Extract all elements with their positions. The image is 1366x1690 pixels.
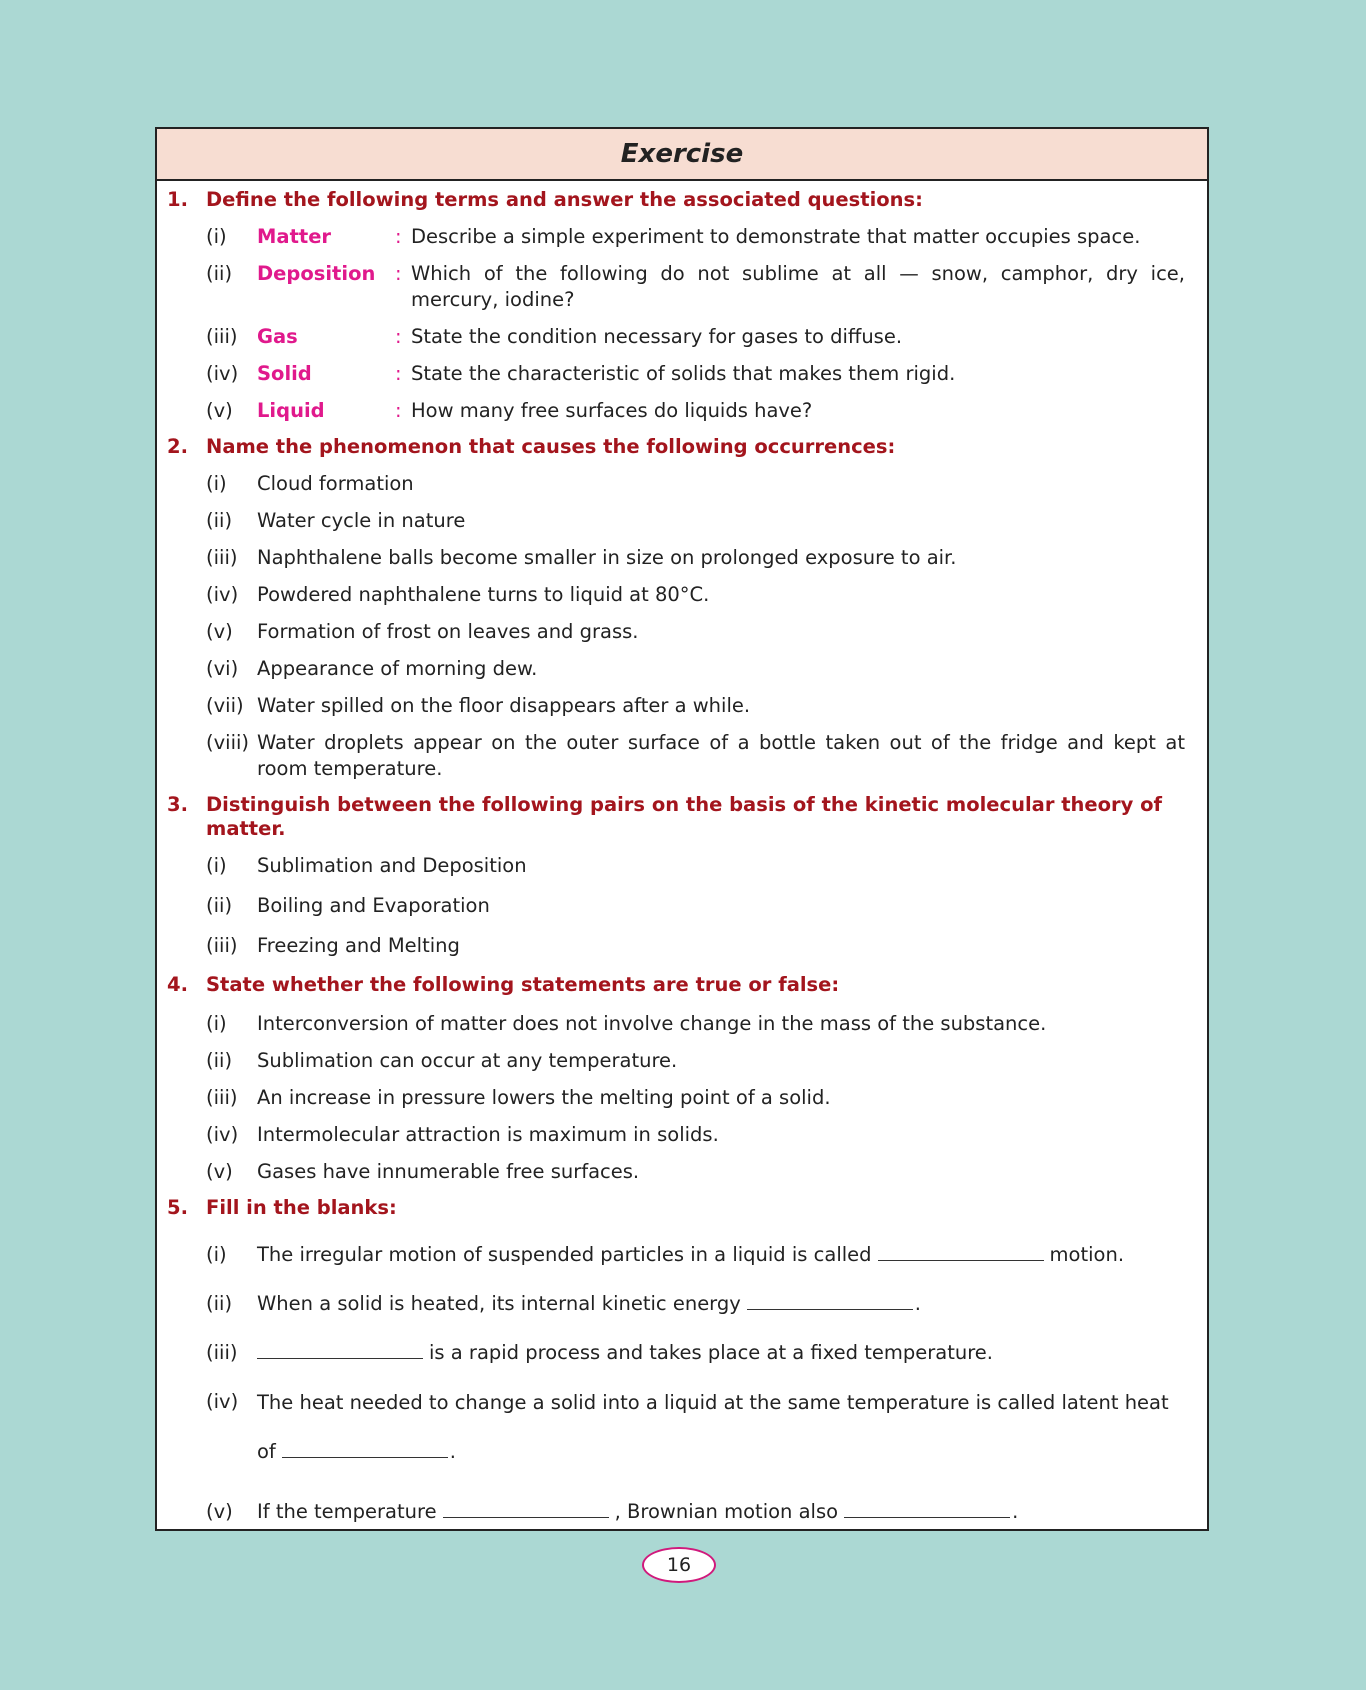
q1-item: (iii) Gas : State the condition necessary for gases to diffuse. [206, 325, 903, 348]
question-2-heading: 2. Name the phenomenon that causes the following occurrences: [167, 435, 896, 458]
blank-line[interactable] [844, 1516, 1010, 1518]
term: Deposition [257, 262, 376, 285]
q1-item: (iv) Solid : State the characteristic of solids that makes them rigid. [206, 362, 956, 385]
blank-line[interactable] [443, 1516, 609, 1518]
q4-item: (ii) Sublimation can occur at any temperature. [206, 1049, 678, 1072]
q2-item: (v) Formation of frost on leaves and grass. [206, 620, 639, 643]
q3-item: (ii) Boiling and Evaporation [206, 894, 490, 917]
term: Matter [257, 225, 332, 248]
q2-item: (iv) Powdered naphthalene turns to liquid at 80°C. [206, 583, 710, 606]
q5-item: (i) The irregular motion of suspended particles in a liquid is called motion. [206, 1243, 1125, 1266]
exercise-title: Exercise [620, 139, 744, 169]
exercise-content [157, 188, 1207, 1525]
title-bar [157, 129, 1207, 181]
q3-item: (iii) Freezing and Melting [206, 934, 460, 957]
q1-item: (ii) Deposition : Which of the following do not sublime at all — snow, camphor, dry ice, mercury, iodine? [206, 262, 1185, 311]
q2-item: (iii) Naphthalene balls become smaller in size on prolonged exposure to air. [206, 546, 957, 569]
blank-line[interactable] [878, 1259, 1044, 1261]
q2-item: (i) Cloud formation [206, 472, 414, 495]
question-4-heading: 4. State whether the following statements are true or false: [167, 973, 840, 996]
q4-item: (v) Gases have innumerable free surfaces. [206, 1160, 640, 1183]
q5-item: (iii) is a rapid process and takes place at a fixed temperature. [206, 1341, 993, 1364]
q1-item: (i) Matter : Describe a simple experiment to demonstrate that matter occupies space. [206, 225, 1141, 248]
q2-item: (vii) Water spilled on the floor disappears after a while. [206, 694, 751, 717]
q2-item: (ii) Water cycle in nature [206, 509, 466, 532]
q5-item: (ii) When a solid is heated, its internal kinetic energy . [206, 1292, 921, 1315]
blank-line[interactable] [747, 1308, 913, 1310]
q2-item: (vi) Appearance of morning dew. [206, 657, 538, 680]
q1-item: (v) Liquid : How many free surfaces do liquids have? [206, 399, 813, 422]
question-5-heading: 5. Fill in the blanks: [167, 1196, 397, 1219]
q4-item: (iv) Intermolecular attraction is maximum in solids. [206, 1123, 719, 1146]
question-1-heading: 1. Define the following terms and answer the associated questions: [167, 188, 923, 211]
term: Solid [257, 362, 312, 385]
question-3-heading: 3. Distinguish between the following pairs on the basis of the kinetic molecular theory of matter. [167, 793, 1163, 840]
q2-item: (viii) Water droplets appear on the outer surface of a bottle taken out of the fridge and kept at room temperature. [206, 731, 1185, 780]
q5-item: (iv) The heat needed to change a solid into a liquid at the same temperature is called latent heat of . [206, 1390, 1169, 1463]
exercise-box [155, 127, 1209, 1531]
q5-item: (v) If the temperature , Brownian motion also . [206, 1500, 1019, 1523]
blank-line[interactable] [282, 1456, 448, 1458]
term: Liquid [257, 399, 325, 422]
q4-item: (iii) An increase in pressure lowers the melting point of a solid. [206, 1086, 831, 1109]
q4-item: (i) Interconversion of matter does not involve change in the mass of the substance. [206, 1012, 1047, 1035]
page-number: 16 [642, 1547, 716, 1583]
blank-line[interactable] [257, 1357, 423, 1359]
q3-item: (i) Sublimation and Deposition [206, 854, 527, 877]
term: Gas [257, 325, 298, 348]
